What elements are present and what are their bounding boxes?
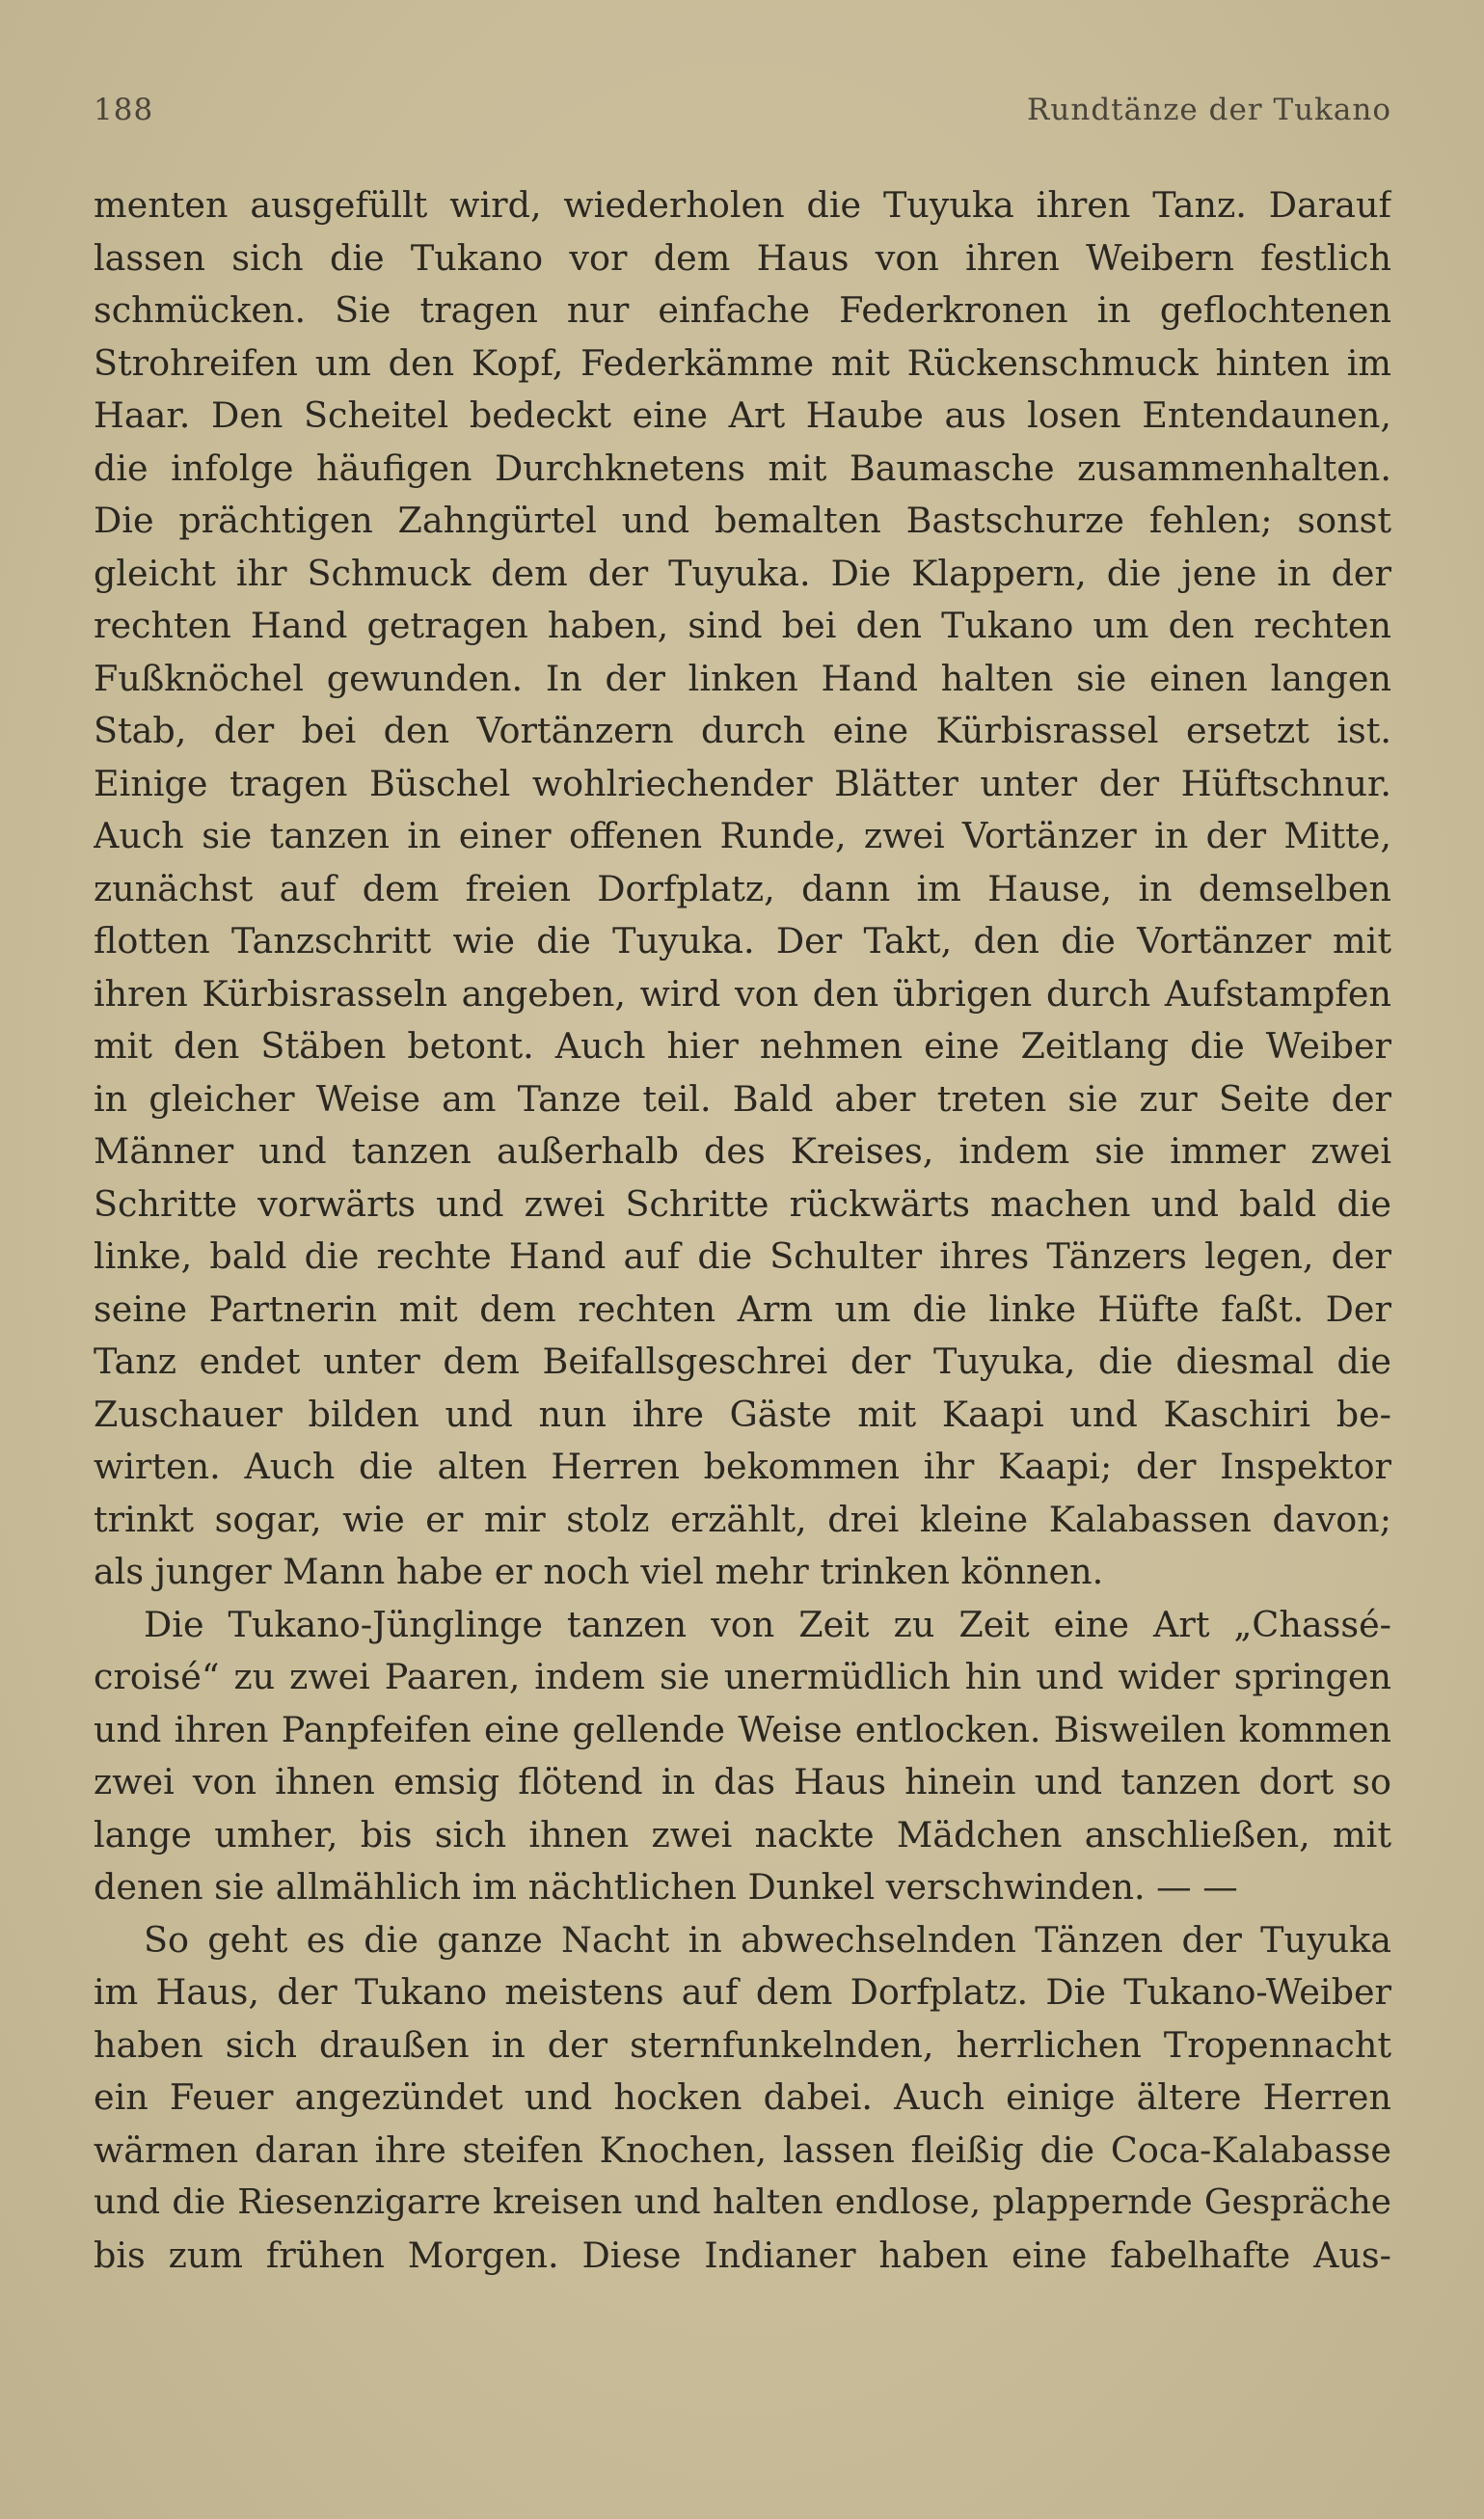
text-line: flotten Tanzschritt wie die Tuyuka. Der Takt, den die Vortänzer mit <box>94 920 1391 962</box>
text-line: als junger Mann habe er noch viel mehr trinken können. <box>94 1551 1104 1592</box>
text-line: haben sich draußen in der sternfunkelnden, herrlichen Tropennacht <box>94 2023 1391 2066</box>
text-line: im Haus, der Tukano meistens auf dem Dorfplatz. Die Tukano-Weiber <box>94 1971 1391 2013</box>
text-line: Fußknöchel gewunden. In der linken Hand halten sie einen langen <box>94 657 1391 699</box>
text-line: lange umher, bis sich ihnen zwei nackte Mädchen anschließen, mit <box>94 1813 1391 1855</box>
text-line: wirten. Auch die alten Herren bekommen ihr Kaapi; der Inspektor <box>94 1446 1391 1487</box>
text-line: mit den Stäben betont. Auch hier nehmen eine Zeitlang die Weiber <box>94 1025 1391 1067</box>
text-line: croisé“ zu zwei Paaren, indem sie unermüdlich hin und wider springen <box>94 1656 1391 1697</box>
running-title: Rundtänze der Tukano <box>1027 93 1391 127</box>
text-line: trinkt sogar, wie er mir stolz erzählt, drei kleine Kalabassen davon; <box>94 1498 1391 1540</box>
text-line: zwei von ihnen emsig flötend in das Haus hinein und tanzen dort so <box>94 1761 1391 1802</box>
text-line: Männer und tanzen außerhalb des Kreises, indem sie immer zwei <box>94 1130 1391 1172</box>
text-line: und die Riesenzigarre kreisen und halten endlose, plappernde Gespräche <box>94 2182 1391 2222</box>
text-line: in gleicher Weise am Tanze teil. Bald aber treten sie zur Seite der <box>94 1077 1391 1120</box>
text-line: seine Partnerin mit dem rechten Arm um die linke Hüfte faßt. Der <box>94 1287 1391 1330</box>
text-line: Schritte vorwärts und zwei Schritte rückwärts machen und bald die <box>94 1182 1391 1225</box>
text-line: menten ausgefüllt wird, wiederholen die Tuyuka ihren Tanz. Darauf <box>94 184 1391 226</box>
running-head <box>94 93 1391 139</box>
text-line: Die prächtigen Zahngürtel und bemalten Bastschurze fehlen; sonst <box>94 500 1391 541</box>
page-number: 188 <box>94 93 154 127</box>
text-line: Strohreifen um den Kopf, Federkämme mit Rückenschmuck hinten im <box>94 341 1391 384</box>
text-line: wärmen daran ihre steifen Knochen, lassen fleißig die Coca-Kalabasse <box>94 2128 1391 2171</box>
text-line: lassen sich die Tukano vor dem Haus von ihren Weibern festlich <box>94 236 1391 279</box>
text-line: Einige tragen Büschel wohlriechender Blätter unter der Hüftschnur. <box>94 762 1391 804</box>
text-line: ein Feuer angezündet und hocken dabei. Auch einige ältere Herren <box>94 2076 1391 2118</box>
text-line: und ihren Panpfeifen eine gellende Weise entlocken. Bisweilen kommen <box>94 1708 1391 1750</box>
text-line: Haar. Den Scheitel bedeckt eine Art Haube aus losen Entendaunen, <box>94 394 1391 436</box>
text-line: die infolge häufigen Durchknetens mit Baumasche zusammenhalten. <box>94 447 1391 489</box>
body-text <box>94 179 1391 2282</box>
text-line: rechten Hand getragen haben, sind bei den Tukano um den rechten <box>94 605 1391 646</box>
text-line: zunächst auf dem freien Dorfplatz, dann im Hause, in demselben <box>94 867 1391 909</box>
text-line: denen sie allmählich im nächtlichen Dunkel verschwinden. — — <box>94 1866 1238 1908</box>
text-line: ihren Kürbisrasseln angeben, wird von den übrigen durch Aufstampfen <box>94 972 1391 1015</box>
text-line: Tanz endet unter dem Beifallsgeschrei der Tuyuka, die diesmal die <box>94 1341 1391 1382</box>
text-line: linke, bald die rechte Hand auf die Schulter ihres Tänzers legen, der <box>94 1235 1391 1277</box>
text-line: schmücken. Sie tragen nur einfache Federkronen in geflochtenen <box>94 289 1391 331</box>
text-line: Zuschauer bilden und nun ihre Gäste mit Kaapi und Kaschiri be- <box>94 1393 1391 1435</box>
text-line: Auch sie tanzen in einer offenen Runde, zwei Vortänzer in der Mitte, <box>94 815 1391 856</box>
text-line: gleicht ihr Schmuck dem der Tuyuka. Die Klappern, die jene in der <box>94 552 1391 594</box>
text-line: Stab, der bei den Vortänzern durch eine Kürbisrassel ersetzt ist. <box>94 710 1391 751</box>
text-line: So geht es die ganze Nacht in abwechselnden Tänzen der Tuyuka <box>144 1918 1391 1961</box>
text-line: bis zum frühen Morgen. Diese Indianer haben eine fabelhafte Aus- <box>94 2234 1391 2276</box>
text-line: Die Tukano-Jünglinge tanzen von Zeit zu Zeit eine Art „Chassé- <box>144 1603 1391 1645</box>
